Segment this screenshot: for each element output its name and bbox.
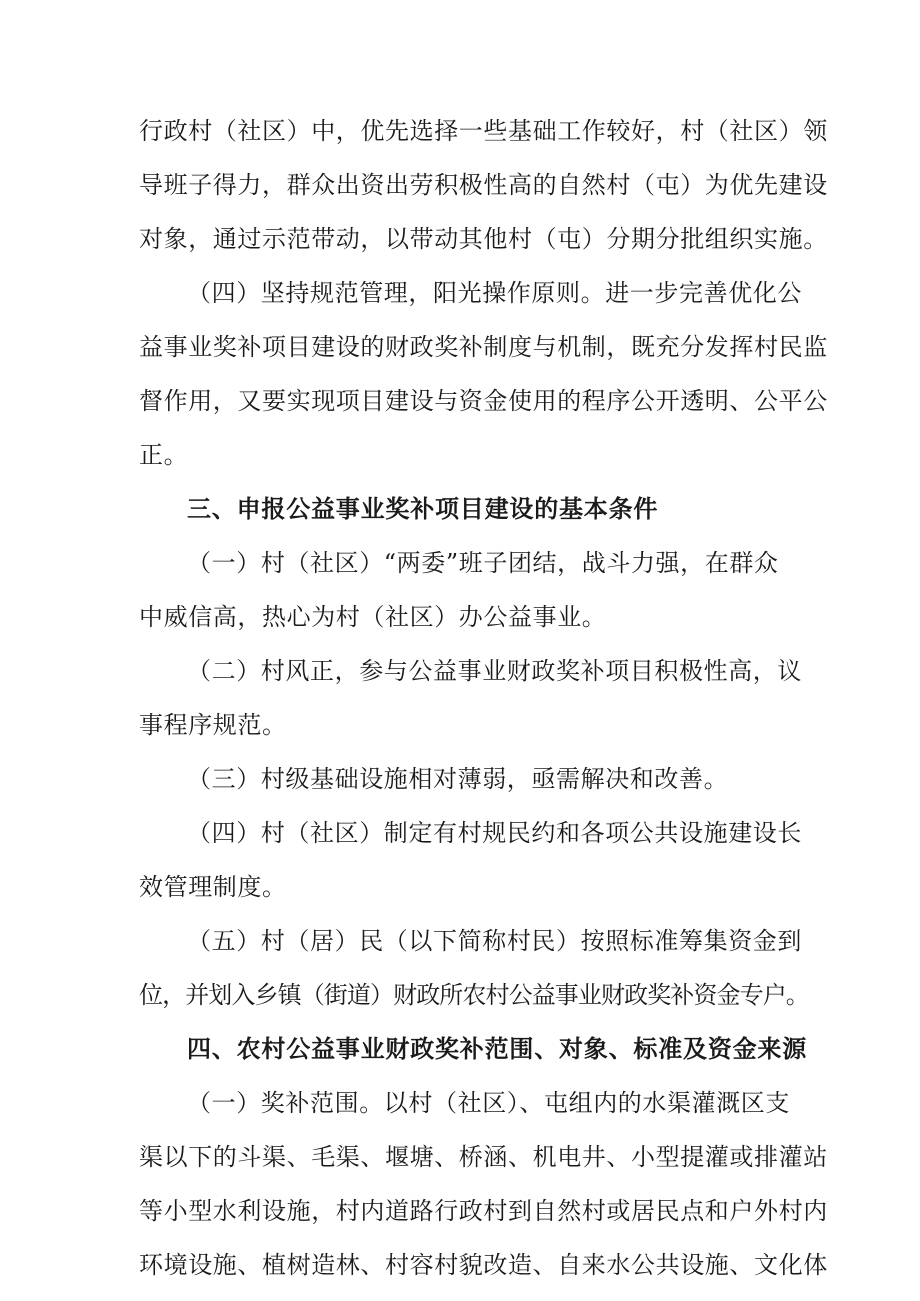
body-text-line: 环境设施、植树造林、村容村貌改造、自来水公共设施、文化体 — [139, 1251, 828, 1279]
body-text-line: 正。 — [139, 441, 189, 469]
paragraph-first-line: （四）坚持规范管理，阳光操作原则。进一步完善优化公 — [187, 279, 802, 307]
paragraph-first-line: （五）村（居）民（以下简称村民）按照标准筹集资金到 — [187, 927, 802, 955]
body-text-line: 等小型水利设施，村内道路行政村到自然村或居民点和户外村内 — [139, 1197, 828, 1225]
body-text-line: 渠以下的斗渠、毛渠、堰塘、桥涵、机电井、小型提灌或排灌站 — [139, 1143, 828, 1171]
body-text-line: 效管理制度。 — [139, 873, 287, 901]
body-text-line: 位，并划入乡镇（街道）财政所农村公益事业财政奖补资金专户。 — [139, 981, 809, 1009]
body-text-line: 导班子得力，群众出资出劳积极性高的自然村（屯）为优先建设 — [139, 171, 828, 199]
section-heading: 三、申报公益事业奖补项目建设的基本条件 — [187, 495, 659, 523]
body-text-line: 对象，通过示范带动，以带动其他村（屯）分期分批组织实施。 — [139, 225, 828, 253]
paragraph-first-line: （四）村（社区）制定有村规民约和各项公共设施建设长 — [187, 819, 802, 847]
body-text-line: 中威信高，热心为村（社区）办公益事业。 — [139, 603, 607, 631]
body-text-line: 行政村（社区）中，优先选择一些基础工作较好，村（社区）领 — [139, 117, 828, 145]
paragraph-first-line: （三）村级基础设施相对薄弱，亟需解决和改善。 — [187, 765, 729, 793]
paragraph-first-line: （二）村风正，参与公益事业财政奖补项目积极性高，议 — [187, 657, 802, 685]
body-text-line: 事程序规范。 — [139, 711, 287, 739]
paragraph-first-line: （一）奖补范围。以村（社区）、屯组内的水渠灌溉区支 — [187, 1089, 790, 1117]
body-text-line: 益事业奖补项目建设的财政奖补制度与机制，既充分发挥村民监 — [139, 333, 828, 361]
body-text-line: 督作用，又要实现项目建设与资金使用的程序公开透明、公平公 — [139, 387, 828, 415]
section-heading: 四、农村公益事业财政奖补范围、对象、标准及资金来源 — [187, 1035, 807, 1063]
paragraph-first-line: （一）村（社区）“两委”班子团结，战斗力强，在群众 — [187, 549, 779, 577]
